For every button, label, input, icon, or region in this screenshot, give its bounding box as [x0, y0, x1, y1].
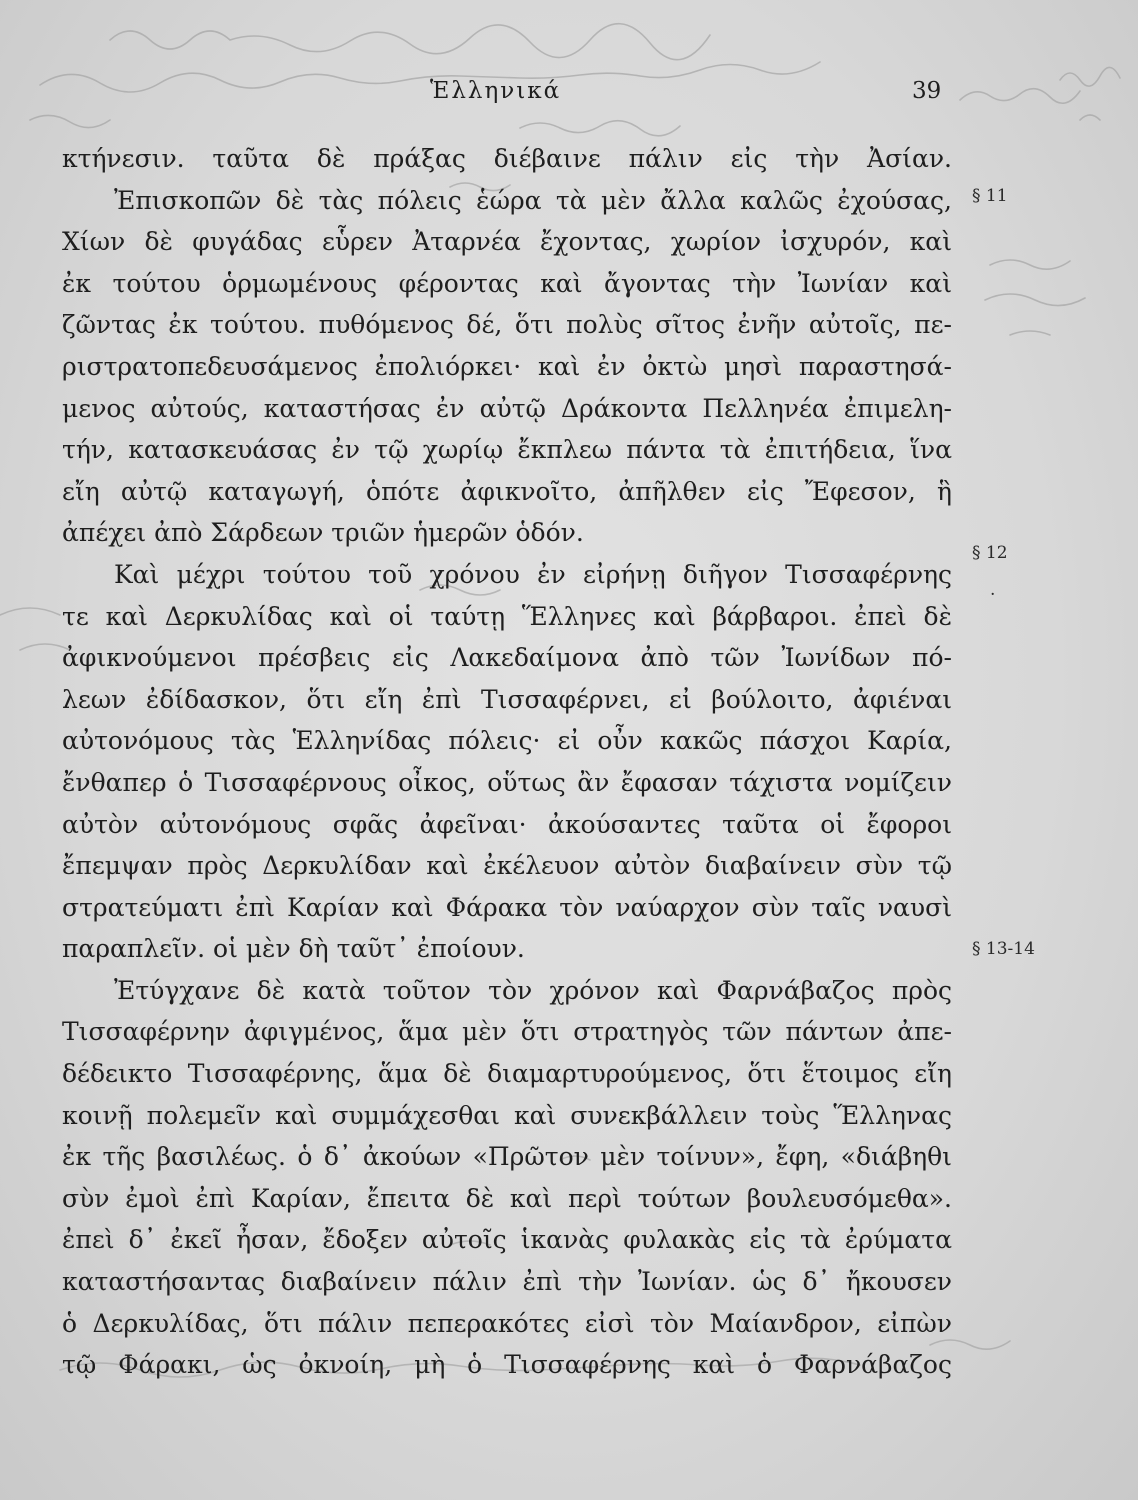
text-line: ζῶντας ἐκ τούτου. πυθόμενος δέ, ὅτι πολὺς σῖτος ἐνῆν αὐτοῖς, πε- [62, 310, 952, 340]
text-line: ἀπέχει ἀπὸ Σάρδεων τριῶν ἡμερῶν ὁδόν. [62, 518, 584, 548]
text-line: ἐπεὶ δ᾽ ἐκεῖ ἦσαν, ἔδοξεν αὐτοῖς ἱκανὰς φυλακὰς εἰς τὰ ἐρύματα [62, 1225, 952, 1255]
text-line: ἐκ τούτου ὁρμωμένους φέροντας καὶ ἄγοντας τὴν Ἰωνίαν καὶ [62, 268, 952, 298]
text-line: ἀφικνούμενοι πρέσβεις εἰς Λακεδαίμονα ἀπὸ τῶν Ἰωνίδων πό- [62, 643, 952, 673]
text-line: ριστρατοπεδευσάμενος ἐπολιόρκει· καὶ ἐν ὀκτὼ μησὶ παραστησά- [62, 351, 952, 381]
text-line: ἔνθαπερ ὁ Τισσαφέρνους οἶκος, οὕτως ἂν ἔφασαν τάχιστα νομίζειν [62, 767, 952, 797]
running-head-title: Ἑλληνικά [430, 78, 562, 104]
text-line: τε καὶ Δερκυλίδας καὶ οἱ ταύτῃ Ἕλληνες καὶ βάρβαροι. ἐπεὶ δὲ [62, 601, 952, 631]
text-line: στρατεύματι ἐπὶ Καρίαν καὶ Φάρακα τὸν ναύαρχον σὺν ταῖς ναυσὶ [62, 892, 952, 922]
text-line: παραπλεῖν. οἱ μὲν δὴ ταῦτ᾽ ἐποίουν. [62, 934, 525, 964]
text-line: κτήνεσιν. ταῦτα δὲ πράξας διέβαινε πάλιν εἰς τὴν Ἀσίαν. [62, 144, 952, 173]
text-line: εἴη αὐτῷ καταγωγή, ὁπότε ἀφικνοῖτο, ἀπῆλθεν εἰς Ἔφεσον, ἣ [62, 476, 952, 506]
text-line: καταστήσαντας διαβαίνειν πάλιν ἐπὶ τὴν Ἰωνίαν. ὡς δ᾽ ἤκουσεν [62, 1267, 952, 1297]
text-line: ἔπεμψαν πρὸς Δερκυλίδαν καὶ ἐκέλευον αὐτὸν διαβαίνειν σὺν τῷ [62, 851, 952, 881]
text-line: Τισσαφέρνην ἀφιγμένος, ἅμα μὲν ὅτι στρατηγὸς τῶν πάντων ἀπε- [62, 1017, 952, 1047]
text-line: Καὶ μέχρι τούτου τοῦ χρόνου ἐν εἰρήνῃ διῆγον Τισσαφέρνης [114, 559, 952, 589]
text-line: λεων ἐδίδασκον, ὅτι εἴη ἐπὶ Τισσαφέρνει, εἰ βούλοιτο, ἀφιέναι [62, 684, 952, 714]
text-line: κοινῇ πολεμεῖν καὶ συμμάχεσθαι καὶ συνεκβάλλειν τοὺς Ἕλληνας [62, 1100, 952, 1130]
text-line: μενος αὐτούς, καταστήσας ἐν αὐτῷ Δράκοντα Πελληνέα ἐπιμελη- [62, 393, 952, 423]
body-text [62, 138, 952, 1386]
text-line: σὺν ἐμοὶ ἐπὶ Καρίαν, ἔπειτα δὲ καὶ περὶ τούτων βουλευσόμεθα». [62, 1183, 952, 1213]
text-line: δέδεικτο Τισσαφέρνης, ἅμα δὲ διαμαρτυρούμενος, ὅτι ἕτοιμος εἴη [62, 1059, 952, 1089]
text-line: αὐτονόμους τὰς Ἑλληνίδας πόλεις· εἰ οὖν κακῶς πάσχοι Καρία, [62, 726, 952, 756]
page-number: 39 [912, 78, 942, 104]
text-line: Ἐπισκοπῶν δὲ τὰς πόλεις ἑώρα τὰ μὲν ἄλλα καλῶς ἐχούσας, [114, 185, 952, 215]
text-line: ἐκ τῆς βασιλέως. ὁ δ᾽ ἀκούων «Πρῶτον μὲν τοίνυν», ἔφη, «διάβηθι [62, 1142, 952, 1172]
text-line: αὐτὸν αὐτονόμους σφᾶς ἀφεῖναι· ἀκούσαντες ταῦτα οἱ ἔφοροι [62, 809, 952, 839]
text-line: τῷ Φάρακι, ὡς ὀκνοίη, μὴ ὁ Τισσαφέρνης καὶ ὁ Φαρνάβαζος [62, 1350, 952, 1380]
section-marker-12: § 12 [972, 543, 1008, 563]
section-marker-13-14: § 13-14 [972, 939, 1035, 959]
text-line: τήν, κατασκευάσας ἐν τῷ χωρίῳ ἔκπλεω πάντα τὰ ἐπιτήδεια, ἵνα [62, 435, 952, 465]
text-line: Ἐτύγχανε δὲ κατὰ τοῦτον τὸν χρόνον καὶ Φαρνάβαζος πρὸς [114, 975, 952, 1005]
section-marker-11: § 11 [972, 186, 1008, 206]
text-line: Χίων δὲ φυγάδας εὗρεν Ἀταρνέα ἔχοντας, χωρίον ἰσχυρόν, καὶ [62, 227, 952, 257]
text-line: ὁ Δερκυλίδας, ὅτι πάλιν πεπερακότες εἰσὶ τὸν Μαίανδρον, εἰπὼν [62, 1308, 952, 1338]
running-head [0, 78, 1138, 114]
section-marker-dot: . [990, 580, 996, 600]
